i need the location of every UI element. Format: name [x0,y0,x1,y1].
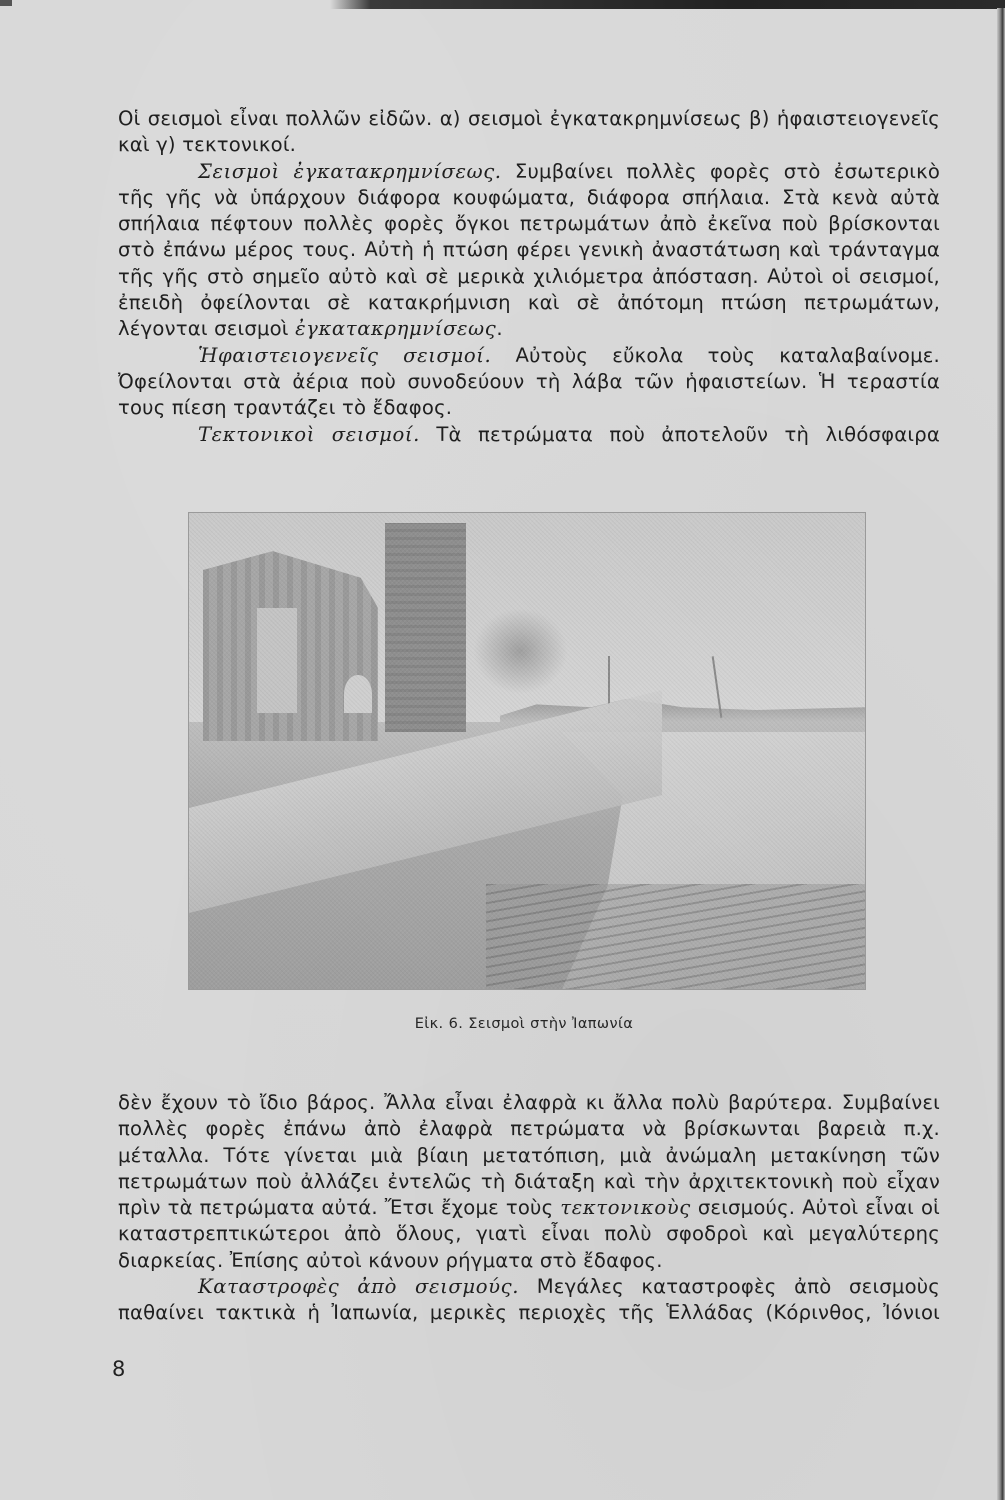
punctuation: . [496,317,503,341]
page-number: 8 [112,1357,126,1381]
bottom-text-block [118,1090,940,1327]
italic-term: τεκτονικοὺς [560,1196,691,1220]
intro-paragraph: Οἱ σεισμοὶ εἶναι πολλῶν εἰδῶν. α) σεισμοὶ ἐγκατακρημνίσεως β) ἡφαιστειογενεῖς καὶ γ) τεκτονικοί. [118,107,940,157]
run-in-heading-tectonic: Τεκτονικοὶ σεισμοί. [198,422,420,446]
tectonic-earthquakes-paragraph [118,422,940,448]
run-in-heading-disasters: Καταστροφὲς ἀπὸ σεισμούς. [198,1275,520,1299]
earthquake-photo [188,512,866,990]
tectonic-continuation-paragraph [118,1090,940,1274]
earthquake-disasters-paragraph [118,1274,940,1327]
paragraph-body: δὲν ἔχουν τὸ ἴδιο βάρος. Ἄλλα εἶναι ἐλαφρὰ κι ἄλλα πολὺ βαρύτερα. Συμβαίνει πολλὲς φορὲς ἐπάνω ἀπὸ ἐλαφρὰ πετρώματα νὰ βρίσκωνται βαρειὰ π.χ. μέταλλα. Τότε γίνεται μιὰ βίαιη μετατόπιση, μιὰ ἀνώμαλη μετακίνηση τῶν πετρωμάτων ποὺ ἀλλάζει ἐντελῶς τὴ διάταξη καὶ τὴν ἀρχιτεκτονικὴ ποὺ εἶχαν πρὶν τὰ πετρώματα αὐτά. Ἔτσι ἔχομε τοὺς [118,1091,940,1220]
paragraph-body: Τὰ πετρώματα ποὺ ἀποτελοῦν τὴ λιθόσφαιρα [419,422,940,446]
paragraph-body: Αὐτοὺς εὔκολα τοὺς καταλαβαίνομε. Ὀφείλονται στὰ ἀέρια ποὺ συνοδεύουν τὴ λάβα τῶν ἡφαιστείων. Ἡ τεραστία τους πίεση τραντάζει τὸ ἔδαφος. [118,343,940,420]
paragraph-body: σεισμούς. Αὐτοὶ εἶναι οἱ καταστρεπτικώτεροι ἀπὸ ὅλους, γιατὶ εἶναι πολὺ σφοδροὶ καὶ μεγαλύτερης διαρκείας. Ἐπίσης αὐτοὶ κάνουν ρήγματα στὸ ἔδαφος. [118,1196,940,1272]
run-in-heading-landslide: Σεισμοὶ ἐγκατακρημνίσεως. [198,159,502,183]
paragraph-body: Συμβαίνει πολλὲς φορὲς στὸ ἐσωτερικὸ τῆς γῆς νὰ ὑπάρχουν διάφορα κουφώματα, διάφορα σπήλαια. Στὰ κενὰ αὐτὰ σπήλαια πέφτουν πολλὲς φορὲς ὄγκοι πετρωμάτων ἀπὸ ἐκεῖνα ποὺ βρίσκονται στὸ ἐπάνω μέρος τους. Αὐτὴ ἡ πτώση φέρει γενικὴ ἀναστάτωση καὶ τράνταγμα τῆς γῆς στὸ σημεῖο αὐτὸ καὶ σὲ μερικὰ χιλιόμετρα ἀπόσταση. Αὐτοὶ οἱ σεισμοί, ἐπειδὴ ὀφείλονται σὲ κατακρήμνιση καὶ σὲ ἀπότομη πτώση πετρωμάτων, λέγονται σεισμοὶ [118,159,941,341]
photo-halftone-grain [189,513,865,989]
volcanic-earthquakes-paragraph [118,343,940,422]
scan-top-border [330,0,1005,9]
figure-caption: Εἰκ. 6. Σεισμοὶ στὴν Ἰαπωνία [414,1016,634,1032]
scan-right-border [997,8,1005,1500]
paragraph-body: Μεγάλες καταστροφὲς ἀπὸ σεισμοὺς παθαίνει τακτικὰ ἡ Ἰαπωνία, μερικὲς περιοχὲς τῆς Ἑλλάδας (Κόρινθος, Ἰόνιοι [118,1275,940,1325]
landslide-earthquakes-paragraph [118,159,940,343]
italic-term: ἐγκατακρημνίσεως [295,317,497,341]
run-in-heading-volcanic: Ἡφαιστειογενεῖς σεισμοί. [198,343,492,367]
top-text-block [118,106,940,448]
scan-corner-mark [0,0,12,6]
